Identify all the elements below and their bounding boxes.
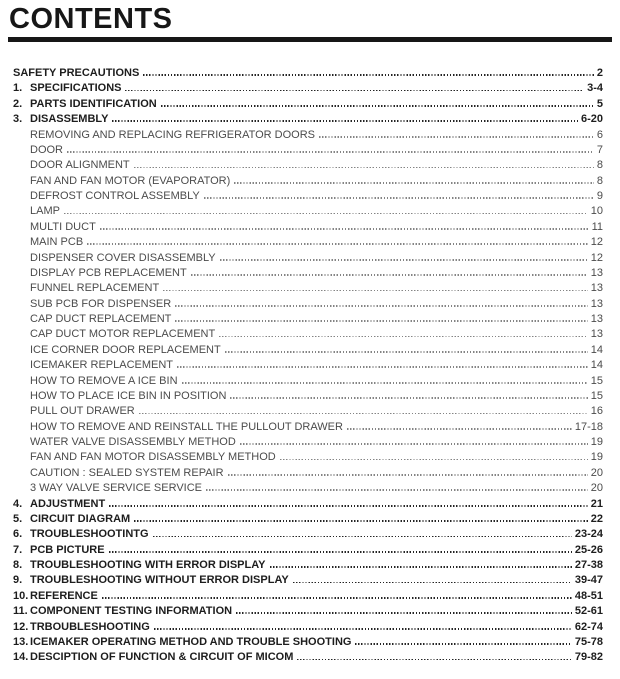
toc-entry-number: 14. xyxy=(13,651,29,664)
toc-entry-number: 6. xyxy=(13,528,23,541)
toc-entry-number: 5. xyxy=(13,512,23,525)
toc-entry-label: DOOR xyxy=(30,143,63,156)
toc-entry-label: ADJUSTMENT xyxy=(30,497,106,510)
dotted-leader xyxy=(206,489,588,491)
toc-entry xyxy=(13,112,603,127)
toc-entry xyxy=(13,97,603,112)
toc-entry-page: 13 xyxy=(590,328,603,341)
toc-entry-page: 12 xyxy=(590,251,603,264)
toc-entry-label: HOW TO PLACE ICE BIN IN POSITION xyxy=(30,389,227,402)
toc-entry-label: TRBOUBLESHOOTING xyxy=(30,620,150,633)
toc-entry-label: LAMP xyxy=(30,205,60,218)
toc-entry xyxy=(13,512,603,527)
dotted-leader xyxy=(191,274,588,276)
dotted-leader xyxy=(175,305,588,307)
toc-entry xyxy=(13,343,603,358)
toc-entry-label: MULTI DUCT xyxy=(30,220,96,233)
toc-entry xyxy=(13,635,603,650)
toc-entry xyxy=(13,327,603,342)
toc-entry-page: 52-61 xyxy=(574,605,603,618)
toc-entry-label: CAUTION : SEALED SYSTEM REPAIR xyxy=(30,466,224,479)
toc-entry xyxy=(13,466,603,481)
dotted-leader xyxy=(134,520,588,522)
toc-entry-page: 25-26 xyxy=(574,543,603,556)
dotted-leader xyxy=(236,612,572,614)
toc-entry-page: 6 xyxy=(596,128,603,141)
dotted-leader xyxy=(230,397,587,399)
dotted-leader xyxy=(112,120,578,122)
dotted-leader xyxy=(220,259,588,261)
toc-entry xyxy=(13,266,603,281)
toc-entry xyxy=(13,497,603,512)
dotted-leader xyxy=(163,290,588,292)
toc-entry-number: 10. xyxy=(13,589,29,602)
toc-entry-label: TROUBLESHOOTING WITH ERROR DISPLAY xyxy=(30,559,266,571)
toc-entry-label: ICEMAKER REPLACEMENT xyxy=(30,359,174,372)
dotted-leader xyxy=(293,582,572,584)
toc-entry xyxy=(13,189,603,204)
toc-entry-page: 13 xyxy=(590,297,603,310)
dotted-leader xyxy=(240,443,588,445)
toc-entry xyxy=(13,481,603,496)
dotted-leader xyxy=(182,382,588,384)
table-of-contents xyxy=(13,66,603,666)
toc-entry-page: 15 xyxy=(590,374,603,387)
toc-entry-page: 11 xyxy=(591,220,603,233)
toc-entry-page: 20 xyxy=(590,466,603,479)
toc-entry-label: TROUBLESHOOTING WITHOUT ERROR DISPLAY xyxy=(30,574,289,587)
toc-entry-page: 13 xyxy=(590,313,603,325)
toc-entry-page: 10 xyxy=(590,205,603,218)
toc-entry-label: SAFETY PRECAUTIONS xyxy=(13,67,140,79)
toc-entry-label: FUNNEL REPLACEMENT xyxy=(30,282,160,295)
dotted-leader xyxy=(355,643,571,645)
toc-entry-page: 22 xyxy=(590,512,603,525)
toc-entry xyxy=(13,435,603,450)
toc-entry-number: 8. xyxy=(13,559,23,571)
toc-entry-page: 27-38 xyxy=(574,559,603,571)
toc-entry-number: 12. xyxy=(13,620,29,633)
dotted-leader xyxy=(134,167,594,169)
toc-entry-number: 1. xyxy=(13,82,23,95)
toc-entry-label: PCB PICTURE xyxy=(30,543,105,556)
toc-entry-page: 13 xyxy=(590,282,603,295)
toc-entry xyxy=(13,650,603,665)
toc-entry-label: PARTS IDENTIFICATION xyxy=(30,97,157,110)
dotted-leader xyxy=(109,505,588,507)
toc-entry xyxy=(13,450,603,465)
toc-entry-page: 21 xyxy=(590,497,603,510)
toc-entry xyxy=(13,281,603,296)
dotted-leader xyxy=(161,105,594,107)
toc-entry xyxy=(13,527,603,542)
dotted-leader xyxy=(347,428,572,430)
dotted-leader xyxy=(109,551,572,553)
toc-entry-label: ICEMAKER OPERATING METHOD AND TROUBLE SHOOTING xyxy=(30,635,352,648)
toc-entry-page: 12 xyxy=(590,236,603,249)
toc-entry-page: 19 xyxy=(590,451,603,464)
toc-entry-number: 4. xyxy=(13,497,23,510)
toc-entry xyxy=(13,158,603,173)
toc-entry-page: 5 xyxy=(596,97,603,110)
toc-entry-page: 3-4 xyxy=(587,82,603,95)
toc-entry-label: HOW TO REMOVE AND REINSTALL THE PULLOUT DRAWER xyxy=(30,420,343,433)
toc-entry-page: 2 xyxy=(596,67,603,79)
toc-entry xyxy=(13,220,603,235)
toc-entry-page: 9 xyxy=(596,190,603,202)
dotted-leader xyxy=(219,336,588,338)
dotted-leader xyxy=(280,459,588,461)
toc-entry-page: 75-78 xyxy=(574,635,603,648)
toc-entry xyxy=(13,404,603,419)
dotted-leader xyxy=(234,182,594,184)
toc-entry-page: 48-51 xyxy=(574,589,603,602)
toc-entry xyxy=(13,128,603,143)
toc-entry-label: DISPLAY PCB REPLACEMENT xyxy=(30,266,187,279)
toc-entry-label: PULL OUT DRAWER xyxy=(30,405,135,418)
toc-entry-number: 2. xyxy=(13,97,23,110)
toc-entry-page: 13 xyxy=(590,266,603,279)
toc-entry-number: 7. xyxy=(13,543,23,556)
toc-entry xyxy=(13,204,603,219)
toc-entry-label: REMOVING AND REPLACING REFRIGERATOR DOORS xyxy=(30,128,316,141)
toc-entry-label: COMPONENT TESTING INFORMATION xyxy=(30,605,233,618)
toc-entry-page: 8 xyxy=(596,174,603,187)
toc-entry-label: DESCIPTION OF FUNCTION & CIRCUIT OF MICOM xyxy=(30,651,294,664)
toc-entry xyxy=(13,573,603,588)
page-header xyxy=(8,5,612,42)
dotted-leader xyxy=(64,213,588,215)
toc-entry-label: FAN AND FAN MOTOR (EVAPORATOR) xyxy=(30,174,231,187)
dotted-leader xyxy=(87,243,588,245)
toc-entry xyxy=(13,312,603,327)
toc-entry xyxy=(13,389,603,404)
dotted-leader xyxy=(225,351,588,353)
dotted-leader xyxy=(175,320,587,322)
toc-entry xyxy=(13,174,603,189)
toc-entry-page: 20 xyxy=(590,482,603,495)
toc-entry-number: 3. xyxy=(13,113,23,126)
toc-entry xyxy=(13,604,603,619)
toc-entry-label: ICE CORNER DOOR REPLACEMENT xyxy=(30,343,221,356)
toc-entry xyxy=(13,81,603,96)
toc-entry xyxy=(13,558,603,573)
toc-entry-page: 19 xyxy=(590,436,603,448)
toc-entry-label: FAN AND FAN MOTOR DISASSEMBLY METHOD xyxy=(30,451,276,464)
dotted-leader xyxy=(154,628,572,630)
toc-entry xyxy=(13,235,603,250)
toc-entry-page: 14 xyxy=(590,359,603,372)
toc-entry xyxy=(13,143,603,158)
dotted-leader xyxy=(319,136,594,138)
toc-entry-label: HOW TO REMOVE A ICE BIN xyxy=(30,374,178,387)
toc-entry-number: 13. xyxy=(13,635,29,648)
toc-entry xyxy=(13,620,603,635)
dotted-leader xyxy=(153,536,572,538)
toc-entry-number: 9. xyxy=(13,574,23,587)
toc-entry-page: 79-82 xyxy=(574,651,603,664)
page-title: CONTENTS xyxy=(9,3,173,35)
toc-entry xyxy=(13,66,603,81)
dotted-leader xyxy=(67,151,594,153)
toc-entry-label: CIRCUIT DIAGRAM xyxy=(30,512,131,525)
toc-entry-label: SPECIFICATIONS xyxy=(30,82,122,95)
dotted-leader xyxy=(297,659,571,661)
dotted-leader xyxy=(125,90,584,92)
toc-entry-label: REFERENCE xyxy=(30,589,98,602)
toc-entry-label: DOOR ALIGNMENT xyxy=(30,159,130,172)
toc-entry-page: 7 xyxy=(596,143,603,156)
toc-entry-label: MAIN PCB xyxy=(30,236,84,249)
toc-entry-label: DISPENSER COVER DISASSEMBLY xyxy=(30,251,216,264)
toc-entry-number: 11. xyxy=(13,605,28,618)
toc-entry-label: CAP DUCT MOTOR REPLACEMENT xyxy=(30,328,216,341)
toc-entry xyxy=(13,420,603,435)
toc-entry xyxy=(13,589,603,604)
toc-entry-page: 15 xyxy=(590,389,603,402)
toc-entry-page: 39-47 xyxy=(574,574,603,587)
toc-entry xyxy=(13,543,603,558)
dotted-leader xyxy=(102,597,572,599)
toc-entry xyxy=(13,374,603,389)
dotted-leader xyxy=(270,566,572,568)
toc-entry-page: 6-20 xyxy=(580,113,603,126)
toc-entry-page: 14 xyxy=(590,343,603,356)
toc-entry-page: 62-74 xyxy=(574,620,603,633)
toc-entry-label: SUB PCB FOR DISPENSER xyxy=(30,297,172,310)
toc-entry-label: TROUBLESHOOTINTG xyxy=(30,528,149,541)
dotted-leader xyxy=(100,228,589,230)
dotted-leader xyxy=(143,74,594,76)
toc-entry-page: 23-24 xyxy=(574,528,603,541)
dotted-leader xyxy=(204,197,594,199)
toc-entry-page: 8 xyxy=(596,159,603,172)
toc-entry-label: DISASSEMBLY xyxy=(30,113,109,126)
toc-entry-page: 17-18 xyxy=(574,420,603,433)
toc-entry-page: 16 xyxy=(590,405,603,418)
dotted-leader xyxy=(139,413,588,415)
toc-entry-label: WATER VALVE DISASSEMBLY METHOD xyxy=(30,436,236,448)
toc-entry-label: DEFROST CONTROL ASSEMBLY xyxy=(30,190,200,202)
toc-entry xyxy=(13,297,603,312)
toc-entry-label: 3 WAY VALVE SERVICE SERVICE xyxy=(30,482,202,495)
dotted-leader xyxy=(177,366,588,368)
dotted-leader xyxy=(228,474,588,476)
toc-entry-label: CAP DUCT REPLACEMENT xyxy=(30,313,172,325)
toc-entry xyxy=(13,251,603,266)
toc-entry xyxy=(13,358,603,373)
